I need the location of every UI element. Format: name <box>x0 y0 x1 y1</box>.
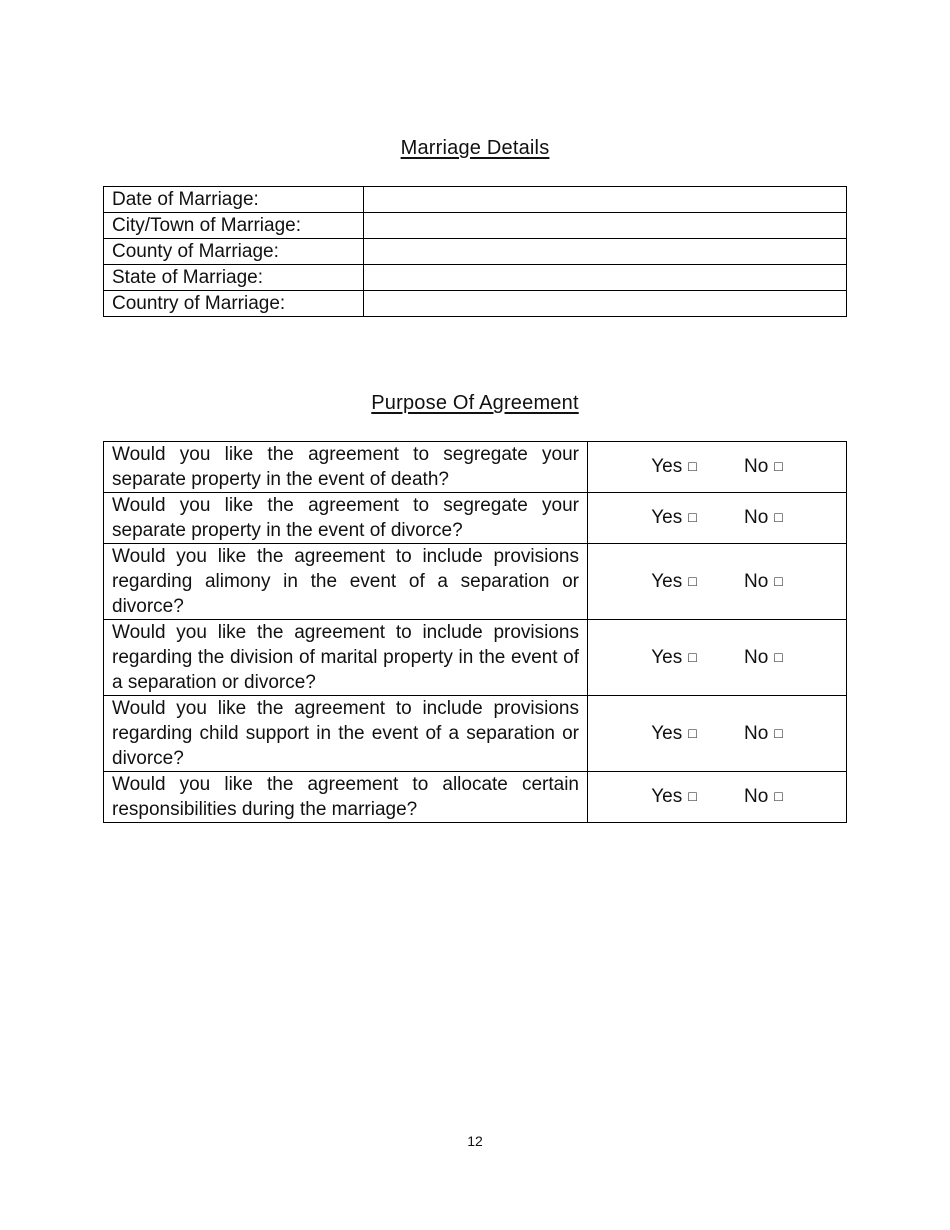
yes-label: Yes <box>651 570 683 592</box>
yes-label: Yes <box>651 722 683 744</box>
question-text: Would you like the agreement to include provisions regarding alimony in the event of a separation or divorce? <box>104 544 588 620</box>
no-option[interactable] <box>744 786 783 808</box>
page-number: 12 <box>467 1133 483 1149</box>
table-row <box>104 213 847 239</box>
city-of-marriage-label: City/Town of Marriage: <box>104 213 364 239</box>
yes-option[interactable] <box>651 723 696 745</box>
question-text: Would you like the agreement to segregate your separate property in the event of death? <box>104 442 588 493</box>
no-label: No <box>743 722 769 744</box>
table-row <box>104 772 847 823</box>
question-text: Would you like the agreement to include provisions regarding the division of marital property in the event of a separation or divorce? <box>104 620 588 696</box>
question-text: Would you like the agreement to include provisions regarding child support in the event of a separation or divorce? <box>104 696 588 772</box>
yes-label: Yes <box>651 456 683 477</box>
answer-cell <box>588 493 847 544</box>
purpose-title-text: Purpose Of Agreement <box>371 392 579 414</box>
answer-cell <box>588 772 847 823</box>
no-option[interactable] <box>744 723 783 745</box>
table-row <box>104 493 847 544</box>
checkbox-icon[interactable]: □ <box>774 724 783 741</box>
no-label: No <box>743 646 769 668</box>
country-of-marriage-label: Country of Marriage: <box>104 291 364 317</box>
checkbox-icon[interactable]: □ <box>774 788 783 804</box>
yes-option[interactable] <box>651 507 696 529</box>
yes-option[interactable] <box>651 456 696 478</box>
table-row <box>104 544 847 620</box>
yes-option[interactable] <box>651 571 696 593</box>
table-row <box>104 620 847 696</box>
state-of-marriage-label: State of Marriage: <box>104 265 364 291</box>
no-option[interactable] <box>744 456 783 478</box>
checkbox-icon[interactable]: □ <box>774 458 783 474</box>
checkbox-icon[interactable]: □ <box>774 509 783 525</box>
answer-cell <box>588 696 847 772</box>
no-option[interactable] <box>744 647 783 669</box>
question-text: Would you like the agreement to segregate your separate property in the event of divorce? <box>104 493 588 544</box>
country-of-marriage-field[interactable] <box>364 291 847 317</box>
yes-label: Yes <box>651 786 683 807</box>
purpose-table <box>103 441 847 823</box>
marriage-details-table <box>103 186 847 317</box>
checkbox-icon[interactable]: □ <box>688 788 697 804</box>
checkbox-icon[interactable]: □ <box>688 509 697 525</box>
checkbox-icon[interactable]: □ <box>688 572 697 589</box>
answer-cell <box>588 442 847 493</box>
answer-cell <box>588 620 847 696</box>
state-of-marriage-field[interactable] <box>364 265 847 291</box>
no-label: No <box>743 786 769 807</box>
county-of-marriage-field[interactable] <box>364 239 847 265</box>
no-label: No <box>743 456 769 477</box>
yes-option[interactable] <box>651 786 696 808</box>
table-row <box>104 187 847 213</box>
date-of-marriage-label: Date of Marriage: <box>104 187 364 213</box>
table-row <box>104 696 847 772</box>
checkbox-icon[interactable]: □ <box>688 648 697 665</box>
table-row <box>104 291 847 317</box>
date-of-marriage-field[interactable] <box>364 187 847 213</box>
yes-label: Yes <box>651 507 683 528</box>
table-row <box>104 442 847 493</box>
no-option[interactable] <box>744 507 783 529</box>
county-of-marriage-label: County of Marriage: <box>104 239 364 265</box>
no-label: No <box>743 507 769 528</box>
answer-cell <box>588 544 847 620</box>
marriage-details-title-text: Marriage Details <box>400 137 550 159</box>
checkbox-icon[interactable]: □ <box>774 572 783 589</box>
table-row <box>104 239 847 265</box>
checkbox-icon[interactable]: □ <box>688 724 697 741</box>
table-row <box>104 265 847 291</box>
yes-option[interactable] <box>651 647 696 669</box>
no-label: No <box>743 570 769 592</box>
yes-label: Yes <box>651 646 683 668</box>
checkbox-icon[interactable]: □ <box>774 648 783 665</box>
purpose-title <box>0 392 950 415</box>
checkbox-icon[interactable]: □ <box>688 458 697 474</box>
question-text: Would you like the agreement to allocate certain responsibilities during the marriage? <box>104 772 588 823</box>
no-option[interactable] <box>744 571 783 593</box>
marriage-details-title <box>0 137 950 160</box>
city-of-marriage-field[interactable] <box>364 213 847 239</box>
